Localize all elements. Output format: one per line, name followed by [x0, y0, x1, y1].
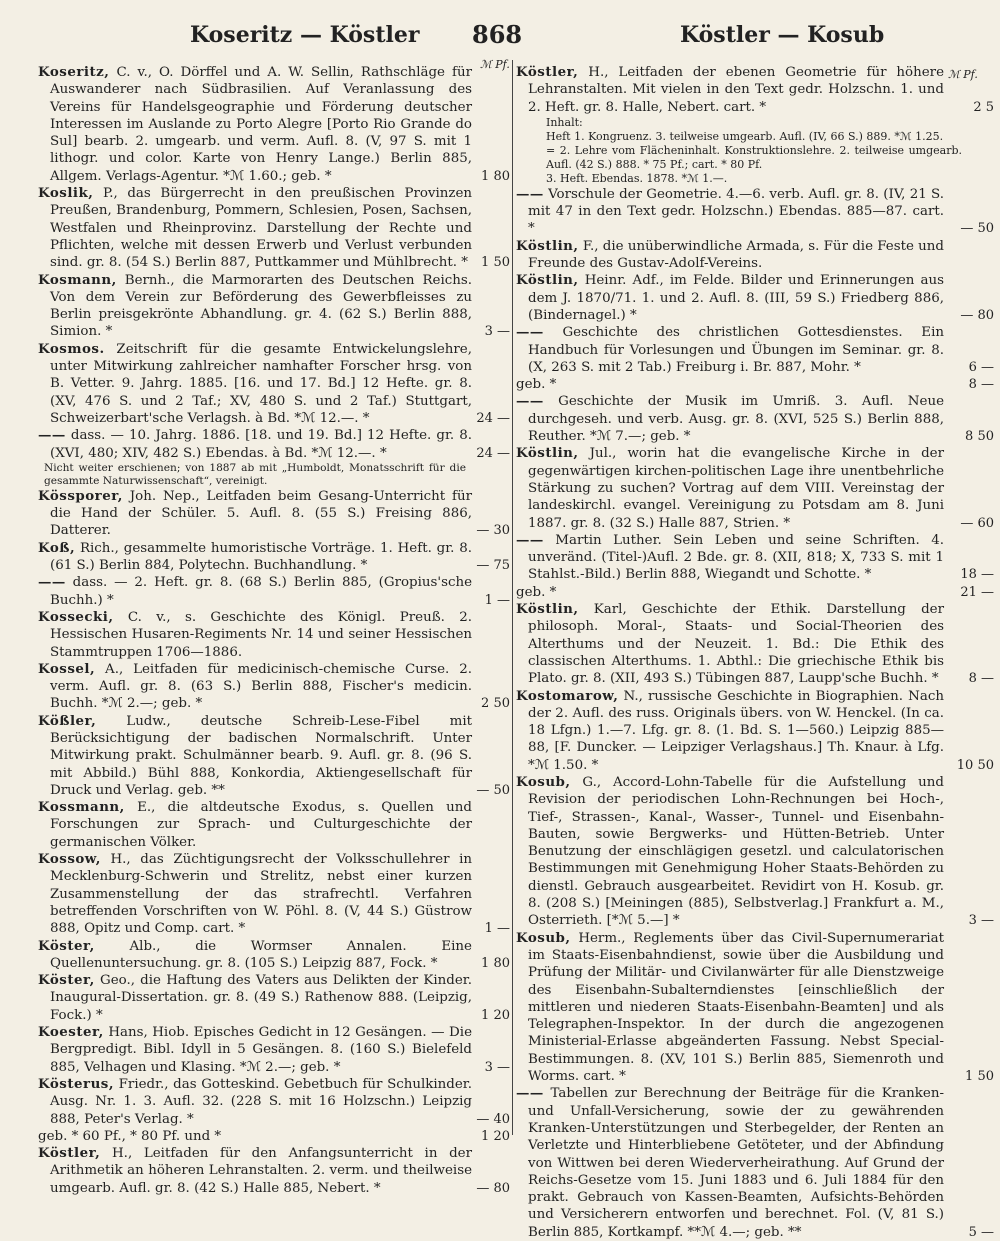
entry-text	[516, 64, 944, 116]
entry-body: H., Leitfaden der ebenen Geometrie für höhere Lehranstalten. Mit vielen in den Text gedr. Holzschn. 1. und 2. Heft. gr. 8. Halle, Nebert. cart. *	[528, 65, 944, 115]
entry-body: Bernh., die Marmorarten des Deutschen Reichs. Von dem Verein zur Beförderung des Gewerbfleisses zu Berlin preisgekrönte Abhandlung. gr. 4. (62 S.) Berlin 888, Simion. *	[50, 272, 472, 340]
entry-body: Geschichte der Musik im Umriß. 3. Aufl. Neue durchgeseh. und verb. Ausg. gr. 8. (XVI, 525 S.) Berlin 888, Reuther. *ℳ 7.—; geb. *	[528, 394, 944, 445]
catalog-entry	[516, 774, 994, 930]
catalog-entry	[38, 972, 510, 1024]
entry-price: — 50	[476, 782, 510, 798]
entry-text	[38, 64, 472, 185]
catalog-entry	[38, 462, 510, 488]
catalog-entry	[516, 930, 994, 1086]
entry-heading: ——	[516, 1085, 544, 1102]
entry-body: A., Leitfaden für medicinisch-chemische Curse. 2. verm. Aufl. gr. 8. (63 S.) Berlin 888, Fischer's medicin. Buchh. *ℳ 2.—; geb. *	[50, 661, 472, 712]
entry-text	[38, 341, 472, 427]
entry-price: 3 —	[968, 913, 994, 929]
entry-body: C. v., O. Dörffel und A. W. Sellin, Rathschläge für Auswanderer nach Südbrasilien. Auf Veranlassung des Vereins für Handelsgeographie und Förderung deutscher Interessen im Auslande zu Porto Alegre [Porto Rio Grande do Sul] bearb. 2. umgearb. und verm. Aufl. 8. (V, 97 S. mit 1 lithogr. und color. Karte von Henry Lange.) Berlin 885, Allgem. Verlags-Agentur. *ℳ 1.60.; geb. *	[50, 65, 472, 184]
catalog-entry	[516, 130, 994, 144]
catalog-entry	[38, 1128, 510, 1145]
catalog-entry	[516, 445, 994, 531]
entry-text	[516, 116, 962, 130]
entry-body: Joh. Nep., Leitfaden beim Gesang-Unterricht für die Hand der Schüler. 5. Aufl. 8. (55 S.) Freising 886, Datterer.	[50, 488, 472, 539]
entry-price: 1 80	[481, 168, 510, 184]
entry-heading: Kosmos.	[38, 340, 105, 357]
running-head-right: Köstler — Kosub	[680, 22, 885, 48]
page-number: 868	[472, 20, 523, 49]
entry-text	[516, 393, 944, 445]
entry-text	[38, 272, 472, 341]
catalog-entry	[38, 540, 510, 575]
entry-price: 18 —	[960, 567, 994, 583]
entry-price: — 80	[476, 1180, 510, 1196]
entry-text	[516, 186, 944, 238]
entry-heading: ——	[38, 427, 66, 444]
entry-text	[38, 713, 472, 799]
entry-body: Nicht weiter erschienen; von 1887 ab mit „Humboldt, Monatsschrift für die gesammte Naturwissenschaft“, vereinigt.	[44, 461, 466, 487]
entry-price: — 30	[476, 523, 510, 539]
entry-body: Rich., gesammelte humoristische Vorträge. 1. Heft. gr. 8. (61 S.) Berlin 884, Polytechn. Buchhandlung. *	[50, 540, 472, 574]
entry-heading: Köstlin,	[516, 445, 579, 462]
entry-text	[38, 574, 472, 609]
entry-body: E., die altdeutsche Exodus, s. Quellen und Forschungen zur Sprach- und Culturgeschichte der germanischen Völker.	[50, 800, 472, 850]
entry-heading: ——	[516, 531, 544, 548]
entry-body: geb. *	[516, 377, 557, 393]
catalog-entry	[38, 851, 510, 937]
entry-heading: Köstlin,	[516, 601, 579, 618]
entry-price: 10 50	[956, 757, 994, 773]
entry-body: Geschichte des christlichen Gottesdienstes. Ein Handbuch für Vorlesungen und Übungen im Seminar. gr. 8. (X, 263 S. mit 2 Tab.) Freiburg i. Br. 887, Mohr. *	[528, 325, 944, 375]
entry-heading: Köstler,	[516, 64, 579, 80]
catalog-entry	[38, 341, 510, 427]
entry-text	[516, 601, 944, 687]
entry-body: geb. * 60 Pf., * 80 Pf. und *	[38, 1128, 222, 1144]
entry-heading: Kösterus,	[38, 1075, 115, 1092]
catalog-entry	[516, 324, 994, 376]
catalog-entry	[38, 574, 510, 609]
entry-body: Ludw., deutsche Schreib-Lese-Fibel mit Berücksichtigung der badischen Normalschrift. Unter Mitwirkung prakt. Schulmänner bearb. 9. Aufl. gr. 8. (96 S. mit Abbild.) Bühl 888, Konkordia, Aktiengesellschaft für Druck und Verlag. geb. **	[50, 713, 472, 798]
entry-price: 1 —	[484, 592, 510, 608]
catalog-entry	[38, 272, 510, 341]
entry-text	[38, 1076, 472, 1128]
catalog-entry	[516, 601, 994, 687]
entry-price: 2 50	[481, 696, 510, 712]
catalog-entry	[38, 799, 510, 851]
catalog-entry	[38, 609, 510, 661]
entry-body: Inhalt:	[546, 115, 583, 129]
entry-heading: Kosub,	[516, 773, 571, 790]
entry-text	[516, 172, 962, 186]
entry-text	[38, 799, 472, 851]
catalog-entry	[516, 116, 994, 130]
currency-unit-left: ℳ Pf.	[480, 58, 510, 71]
entry-text	[516, 584, 944, 601]
entry-body: Heinr. Adf., im Felde. Bilder und Erinnerungen aus dem J. 1870/71. 1. und 2. Aufl. 8. (III, 59 S.) Friedberg 886, (Bindernagel.) *	[528, 273, 944, 323]
entry-text	[38, 540, 472, 575]
entry-text	[516, 144, 962, 172]
running-head-left: Koseritz — Köstler	[190, 22, 420, 48]
entry-heading: Kossmann,	[38, 799, 125, 816]
entry-heading: Kossecki,	[38, 608, 114, 625]
entry-text	[516, 930, 944, 1086]
entry-body: 3. Heft. Ebendas. 1878. *ℳ 1.—.	[546, 171, 728, 185]
catalog-entry	[516, 186, 994, 238]
entry-body: H., Leitfaden für den Anfangsunterricht in der Arithmetik an höheren Lehranstalten. 2. verm. und theilweise umgearb. Aufl. gr. 8. (42 S.) Halle 885, Nebert. *	[50, 1146, 472, 1196]
catalog-entry	[516, 532, 994, 584]
entry-price: 1 20	[481, 1007, 510, 1023]
entry-body: dass. — 10. Jahrg. 1886. [18. und 19. Bd.] 12 Hefte. gr. 8. (XVI, 480; XIV, 482 S.) Ebendas. à Bd. *ℳ 12.—. *	[50, 428, 472, 461]
entry-text	[38, 1024, 472, 1076]
entry-body: Jul., worin hat die evangelische Kirche in der gegenwärtigen kirchen-politischen Lage ihre unentbehrliche Stärkung zu suchen? Vortrag auf dem VIII. Vereinstag der landeskirchl. evangel. Vereinigung zu Potsdam am 8. Juni 1887. gr. 8. (32 S.) Halle 887, Strien. *	[528, 446, 944, 531]
entry-text	[38, 488, 472, 540]
entry-body: Friedr., das Gotteskind. Gebetbuch für Schulkinder. Ausg. Nr. 1. 3. Aufl. 32. (228 S. mit 16 Holzschn.) Leipzig 888, Peter's Verlag. *	[50, 1076, 472, 1127]
entry-body: Martin Luther. Sein Leben und seine Schriften. 4. unveränd. (Titel-)Aufl. 2 Bde. gr. 8. (XII, 818; X, 733 S. mit 1 Stahlst.-Bild.) Berlin 888, Wiegandt und Schotte. *	[528, 532, 944, 583]
right-column	[516, 64, 994, 1241]
catalog-entry	[38, 185, 510, 271]
catalog-entry	[516, 688, 994, 774]
entry-text	[38, 609, 472, 661]
entry-heading: Kößler,	[38, 712, 97, 729]
entry-body: G., Accord-Lohn-Tabelle für die Aufstellung und Revision der periodischen Lohn-Rechnungen bei Hoch-, Tief-, Strassen-, Kanal-, Wasser-, Tunnel- und Eisenbahn-Bauten, sowie Bergwerks- und Hütten-Betrieb. Unter Benutzung der einschlägigen gesetzl. und calculatorischen Bestimmungen mit Genehmigung Hoher Staats-Behörden zu dienstl. Gebrauch ausgearbeitet. Revidirt von H. Kosub. gr. 8. (208 S.) [Meiningen (885), Selbstverlag.] Frankfurt a. M., Osterrieth. [*ℳ 5.—] *	[528, 774, 944, 929]
entry-price: 1 20	[481, 1128, 510, 1144]
entry-price: 8 50	[965, 429, 994, 445]
column-divider	[512, 60, 513, 1135]
entry-text	[516, 376, 944, 393]
entry-heading: Kossow,	[38, 851, 101, 868]
entry-body: H., das Züchtigungsrecht der Volksschullehrer in Mecklenburg-Schwerin und Strelitz, nebst einer kurzen Zusammenstellung der das strafrechtl. Verfahren betreffenden Vorschriften von W. Pöhl. 8. (V, 44 S.) Güstrow 888, Opitz und Comp. cart. *	[50, 852, 472, 937]
entry-body: N., russische Geschichte in Biographien. Nach der 2. Aufl. des russ. Originals übers. von W. Henckel. (In ca. 18 Lfgn.) 1.—7. Lfg. gr. 8. (1. Bd. S. 1—560.) Leipzig 885—88, [F. Duncker. — Leipziger Verlagshaus.] Th. Knaur. à Lfg. *ℳ 1.50. *	[528, 688, 944, 773]
entry-body: C. v., s. Geschichte des Königl. Preuß. 2. Hessischen Husaren-Regiments Nr. 14 und seiner Hessischen Stammtruppen 1706—1886.	[50, 609, 472, 660]
entry-text	[38, 661, 472, 713]
entry-text	[38, 1145, 472, 1197]
catalog-entry	[38, 64, 510, 185]
entry-heading: Köstlin,	[516, 272, 579, 289]
entry-body: Tabellen zur Berechnung der Beiträge für die Kranken- und Unfall-Versicherung, sowie der zu gewährenden Kranken-Unterstützungen und Sterbegelder, der Renten an Verletzte und Hinterbliebene Getöteter, und der Abfindung von Wittwen bei deren Wiederverheirathung. Auf Grund der Reichs-Gesetze vom 15. Juni 1883 und 6. Juli 1884 für den prakt. Gebrauch von Kassen-Beamten, Aufsichts-Behörden und Versicherern entworfen und berechnet. Fol. (V, 81 S.) Berlin 885, Kortkampf. **ℳ 4.—; geb. **	[528, 1086, 944, 1240]
entry-heading: ——	[38, 574, 66, 591]
entry-price: 2 5	[973, 99, 994, 115]
entry-heading: ——	[516, 324, 544, 341]
entry-heading: Köster,	[38, 972, 95, 989]
entry-body: Vorschule der Geometrie. 4.—6. verb. Aufl. gr. 8. (IV, 21 S. mit 47 in den Text gedr. Holzschn.) Ebendas. 885—87. cart. *	[528, 186, 944, 237]
catalog-entry	[38, 1076, 510, 1128]
entry-body: Heft 1. Kongruenz. 3. teilweise umgearb. Aufl. (IV, 66 S.) 889. *ℳ 1.25.	[546, 129, 944, 143]
entry-text	[38, 185, 472, 271]
entry-text	[38, 938, 472, 973]
entry-text	[516, 238, 944, 273]
entry-body: Zeitschrift für die gesamte Entwickelungslehre, unter Mitwirkung zahlreicher namhafter Forscher hrsg. von B. Vetter. 9. Jahrg. 1885. [16. und 17. Bd.] 12 Hefte. gr. 8. (XV, 476 S. und 2 Taf.; XV, 480 S. und 2 Taf.) Stuttgart, Schweizerbart'sche Verlagsh. à Bd. *ℳ 12.—. *	[50, 341, 472, 426]
entry-text	[516, 272, 944, 324]
left-column	[38, 64, 510, 1197]
entry-body: Alb., die Wormser Annalen. Eine Quellenuntersuchung. gr. 8. (105 S.) Leipzig 887, Fock. *	[50, 938, 472, 971]
entry-price: 24 —	[476, 445, 510, 461]
entry-heading: Koß,	[38, 539, 76, 556]
entry-text	[516, 324, 944, 376]
entry-text	[516, 130, 962, 144]
catalog-entry	[516, 144, 994, 172]
catalog-entry	[516, 584, 994, 601]
entry-price: — 50	[960, 221, 994, 237]
entry-price: 1 —	[484, 921, 510, 937]
catalog-entry	[516, 172, 994, 186]
catalog-entry	[516, 238, 994, 273]
entry-price: — 60	[960, 515, 994, 531]
entry-price: 6 —	[968, 359, 994, 375]
entry-text	[516, 445, 944, 531]
entry-heading: Koslik,	[38, 185, 94, 202]
entry-text	[38, 1128, 472, 1145]
entry-body: Hans, Hiob. Episches Gedicht in 12 Gesängen. — Die Bergpredigt. Bibl. Idyll in 5 Gesängen. 8. (160 S.) Bielefeld 885, Velhagen und Klasing. *ℳ 2.—; geb. *	[50, 1025, 472, 1075]
entry-text	[516, 774, 944, 930]
entry-heading: Koester,	[38, 1024, 104, 1041]
entry-price: — 80	[960, 307, 994, 323]
entry-heading: ——	[516, 393, 544, 410]
entry-price: 1 50	[481, 255, 510, 271]
entry-price: 3 —	[484, 324, 510, 340]
catalog-entry	[516, 64, 994, 116]
entry-price: — 40	[476, 1111, 510, 1127]
entry-text	[38, 972, 472, 1024]
entry-heading: Köster,	[38, 937, 95, 954]
entry-heading: Köstler,	[38, 1145, 101, 1162]
entry-price: 5 —	[968, 1224, 994, 1240]
catalog-entry	[38, 427, 510, 462]
entry-price: 21 —	[960, 584, 994, 600]
entry-body: geb. *	[516, 584, 557, 600]
catalog-entry	[38, 661, 510, 713]
entry-price: 1 80	[481, 955, 510, 971]
entry-price: 24 —	[476, 410, 510, 426]
entry-body: dass. — 2. Heft. gr. 8. (68 S.) Berlin 885, (Gropius'sche Buchh.) *	[50, 575, 472, 608]
entry-heading: Köstlin,	[516, 237, 579, 254]
catalog-entry	[38, 713, 510, 799]
catalog-entry	[516, 376, 994, 393]
entry-text	[38, 427, 472, 462]
entry-text	[516, 688, 944, 774]
entry-heading: Kössporer,	[38, 487, 123, 504]
catalog-entry	[516, 272, 994, 324]
entry-heading: Kostomarow,	[516, 687, 619, 704]
entry-text	[38, 462, 466, 488]
catalog-entry	[38, 1145, 510, 1197]
entry-body: P., das Bürgerrecht in den preußischen Provinzen Preußen, Brandenburg, Pommern, Schlesien, Posen, Sachsen, Westfalen und Rheinprovinz. Darstellung der Rechte und Pflichten, welche mit dessen Erwerb und Verlust verbunden sind. gr. 8. (54 S.) Berlin 887, Puttkammer und Mühlbrecht. *	[50, 186, 472, 271]
entry-body: Geo., die Haftung des Vaters aus Delikten der Kinder. Inaugural-Dissertation. gr. 8. (49 S.) Rathenow 888. (Leipzig, Fock.) *	[50, 973, 472, 1023]
catalog-entry	[38, 488, 510, 540]
entry-heading: Koseritz,	[38, 64, 110, 80]
entry-heading: Kosmann,	[38, 271, 117, 288]
entry-heading: Kosub,	[516, 929, 571, 946]
entry-body: F., die unüberwindliche Armada, s. Für die Feste und Freunde des Gustav-Adolf-Vereins.	[528, 238, 944, 272]
entry-price: 3 —	[484, 1059, 510, 1075]
catalog-entry	[516, 393, 994, 445]
catalog-entry	[38, 938, 510, 973]
entry-price: 8 —	[968, 377, 994, 393]
entry-text	[38, 851, 472, 937]
entry-body: = 2. Lehre vom Flächeninhalt. Konstruktionslehre. 2. teilweise umgearb. Aufl. (42 S.) 888. * 75 Pf.; cart. * 80 Pf.	[546, 143, 962, 171]
entry-price: 8 —	[968, 671, 994, 687]
entry-heading: ——	[516, 185, 544, 202]
entry-text	[516, 532, 944, 584]
entry-heading: Kossel,	[38, 660, 96, 677]
entry-price: — 75	[476, 558, 510, 574]
currency-unit-right: ℳ Pf.	[948, 68, 978, 81]
entry-price: 1 50	[965, 1069, 994, 1085]
entry-body: Herm., Reglements über das Civil-Supernumerariat im Staats-Eisenbahndienst, sowie über die Ausbildung und Prüfung der Militär- und Civilanwärter für alle Dienstzweige des Eisenbahn-Subalterndienstes [einschließlich der mittleren und niederen Staats-Eisenbahn-Beamten] und als Telegraphen-Inspektor. In der durch die angezogenen Ministerial-Erlasse abgeänderten Fassung. Nebst Special-Bestimmungen. 8. (XV, 101 S.) Berlin 885, Siemenroth und Worms. cart. *	[528, 930, 944, 1085]
entry-body: Karl, Geschichte der Ethik. Darstellung der philosoph. Moral-, Staats- und Social-Theorien des Alterthums und der Neuzeit. 1. Bd.: Die Ethik des classischen Alterthums. 1. Abthl.: Die griechische Ethik bis Plato. gr. 8. (XII, 493 S.) Tübingen 887, Laupp'sche Buchh. *	[528, 602, 944, 687]
catalog-entry	[38, 1024, 510, 1076]
